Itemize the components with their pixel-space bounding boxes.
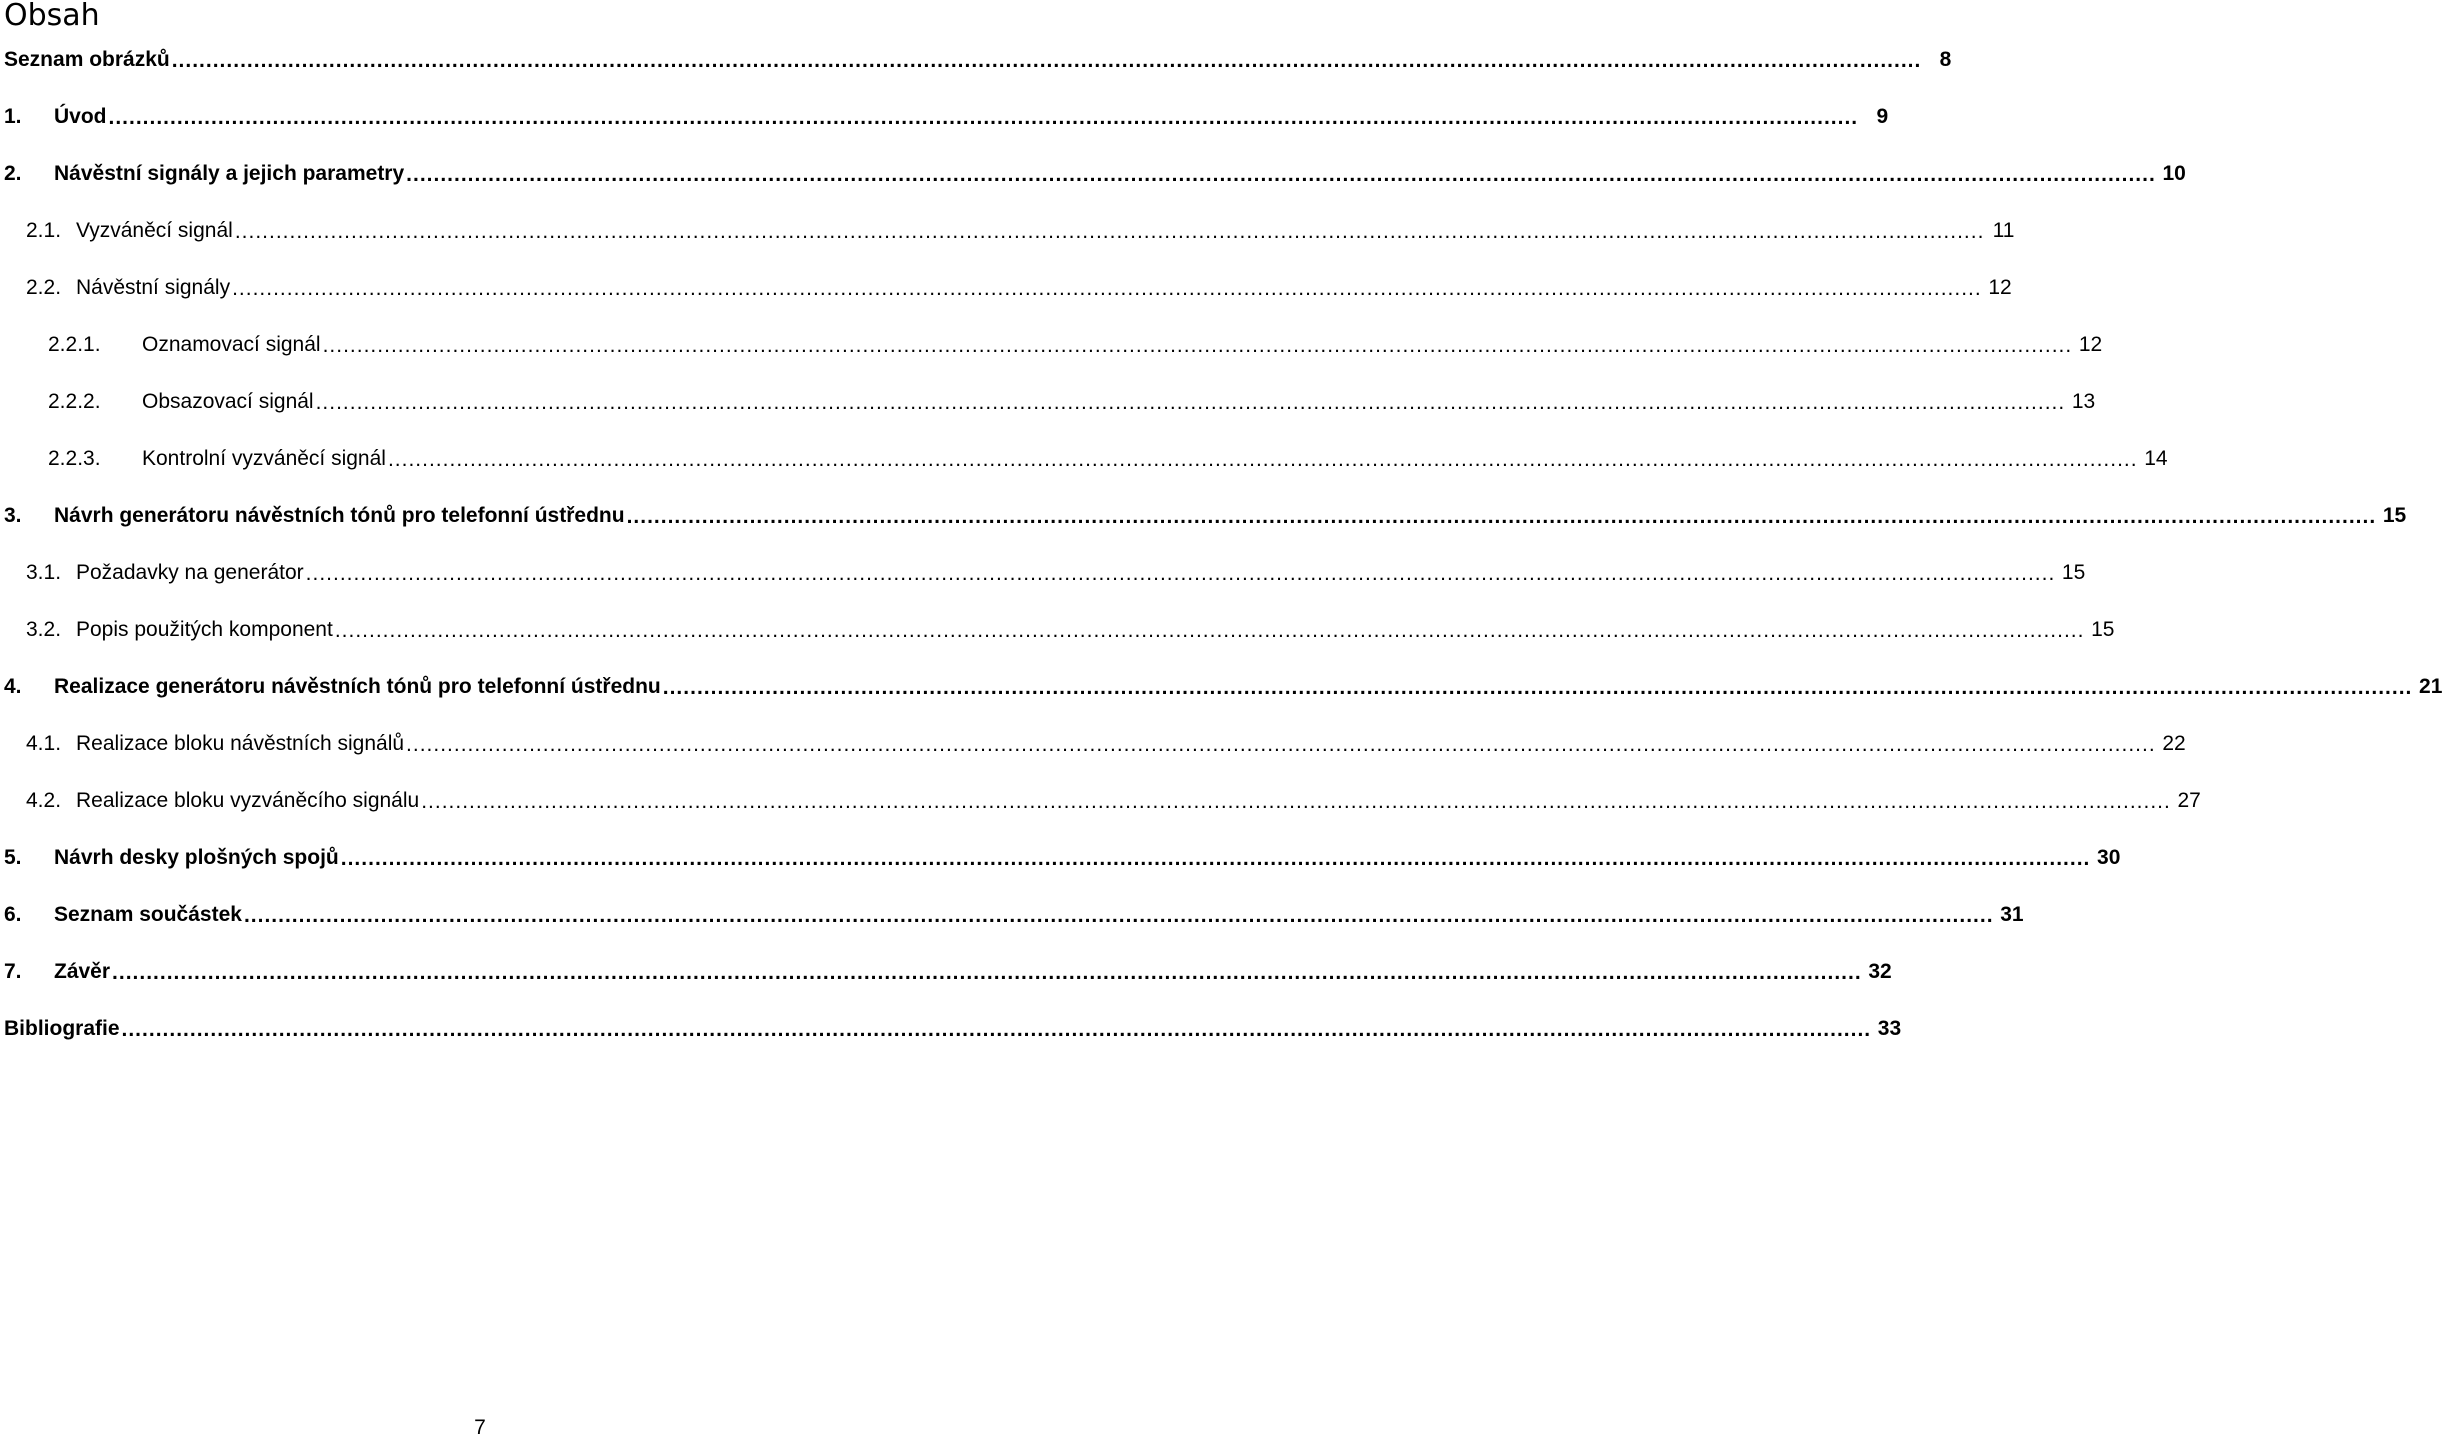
toc-entry-number: 4. bbox=[4, 674, 22, 698]
toc-leader bbox=[244, 906, 1994, 943]
toc-entry-number: 4.2. bbox=[26, 788, 62, 812]
toc-entry-7[interactable] bbox=[4, 943, 1892, 1000]
toc-leader bbox=[122, 1020, 1872, 1057]
toc-entry-number: 3.1. bbox=[26, 560, 62, 584]
toc-leader bbox=[388, 450, 2138, 487]
toc-entry-page: 12 bbox=[1988, 275, 2012, 299]
toc-leader bbox=[627, 507, 2377, 544]
toc-entry-2-2-1[interactable] bbox=[4, 316, 2103, 373]
toc-entry-page: 15 bbox=[2061, 560, 2086, 584]
toc-entry-2-1[interactable] bbox=[4, 202, 2015, 259]
toc-leader bbox=[341, 849, 2091, 886]
toc-entry-title: Realizace bloku návěstních signálů bbox=[76, 731, 405, 755]
toc-leader bbox=[109, 108, 1859, 145]
toc-leader bbox=[421, 792, 2171, 829]
toc-entry-page: 30 bbox=[2097, 845, 2121, 869]
toc-entry-number: 2.2.3. bbox=[48, 446, 101, 470]
page-number: 7 bbox=[474, 1416, 486, 1439]
toc-entry-title: Seznam obrázků bbox=[4, 47, 170, 71]
toc-leader bbox=[232, 279, 1982, 316]
toc-entry-number: 2.2. bbox=[26, 275, 62, 299]
toc-entry-title: Obsazovací signál bbox=[142, 389, 314, 413]
toc-leader bbox=[323, 336, 2073, 373]
toc-entry-page: 33 bbox=[1877, 1016, 1902, 1040]
toc-entry-title: Návěstní signály a jejich parametry bbox=[54, 161, 405, 185]
toc-entry-page: 10 bbox=[2162, 161, 2186, 185]
toc-entry-page: 12 bbox=[2078, 332, 2103, 356]
toc-entry-number: 6. bbox=[4, 902, 22, 926]
toc-entry-number: 5. bbox=[4, 845, 22, 869]
toc-entry-5[interactable] bbox=[4, 829, 2121, 886]
toc-entry-title: Návrh generátoru návěstních tónů pro telefonní ústřednu bbox=[54, 503, 625, 527]
toc-entry-page: 32 bbox=[1868, 959, 1892, 983]
toc-entry-seznam-obrazku[interactable] bbox=[4, 31, 1952, 88]
toc-entry-1[interactable] bbox=[4, 88, 1889, 145]
toc-entry-number: 2. bbox=[4, 161, 22, 185]
toc-entry-number: 4.1. bbox=[26, 731, 62, 755]
toc-leader bbox=[335, 621, 2085, 658]
toc-entry-6[interactable] bbox=[4, 886, 2024, 943]
toc-entry-2-2[interactable] bbox=[4, 259, 2012, 316]
toc-entry-2-2-2[interactable] bbox=[4, 373, 2096, 430]
toc-entry-number: 2.1. bbox=[26, 218, 62, 242]
toc-entry-page: 27 bbox=[2177, 788, 2201, 812]
toc-entry-bibliografie[interactable] bbox=[4, 1000, 1902, 1057]
toc-entry-title: Úvod bbox=[54, 104, 107, 128]
toc-entry-3[interactable] bbox=[4, 487, 2407, 544]
toc-entry-4-1[interactable] bbox=[4, 715, 2186, 772]
toc-entry-title: Vyzváněcí signál bbox=[76, 218, 233, 242]
toc-entry-page: 21 bbox=[2419, 674, 2442, 698]
toc-entry-number: 3.2. bbox=[26, 617, 62, 641]
toc-entry-page: 14 bbox=[2144, 446, 2168, 470]
toc-leader bbox=[663, 678, 2413, 715]
toc-entry-title: Seznam součástek bbox=[54, 902, 242, 926]
toc-entry-page: 15 bbox=[2091, 617, 2115, 641]
toc-entry-number: 2.2.1. bbox=[48, 332, 101, 356]
toc-leader bbox=[406, 735, 2156, 772]
toc-entry-page: 9 bbox=[1876, 104, 1889, 128]
toc-entry-title: Oznamovací signál bbox=[142, 332, 321, 356]
toc-entry-title: Popis použitých komponent bbox=[76, 617, 333, 641]
toc-leader bbox=[406, 165, 2156, 202]
toc-entry-number: 3. bbox=[4, 503, 22, 527]
toc-entry-number: 2.2.2. bbox=[48, 389, 101, 413]
toc-entry-number: 7. bbox=[4, 959, 22, 983]
toc-entry-2-2-3[interactable] bbox=[4, 430, 2168, 487]
toc-leader bbox=[235, 222, 1985, 259]
page-title: Obsah bbox=[4, 0, 100, 33]
toc-entry-page: 11 bbox=[1992, 218, 2015, 242]
toc-leader bbox=[112, 963, 1862, 1000]
toc-entry-3-1[interactable] bbox=[4, 544, 2086, 601]
toc-entry-4[interactable] bbox=[4, 658, 2442, 715]
toc-entry-4-2[interactable] bbox=[4, 772, 2201, 829]
table-of-contents bbox=[4, 31, 2442, 1057]
toc-entry-page: 13 bbox=[2071, 389, 2096, 413]
toc-leader bbox=[172, 51, 1922, 88]
toc-leader bbox=[316, 393, 2066, 430]
toc-entry-title: Požadavky na generátor bbox=[76, 560, 304, 584]
toc-entry-page: 8 bbox=[1939, 47, 1952, 71]
toc-entry-title: Bibliografie bbox=[4, 1016, 120, 1040]
toc-leader bbox=[306, 564, 2056, 601]
toc-entry-2[interactable] bbox=[4, 145, 2186, 202]
toc-entry-number: 1. bbox=[4, 104, 22, 128]
toc-entry-3-2[interactable] bbox=[4, 601, 2115, 658]
toc-entry-title: Kontrolní vyzváněcí signál bbox=[142, 446, 386, 470]
toc-entry-title: Návrh desky plošných spojů bbox=[54, 845, 339, 869]
toc-entry-title: Návěstní signály bbox=[76, 275, 231, 299]
toc-entry-title: Závěr bbox=[54, 959, 111, 983]
toc-entry-page: 31 bbox=[2000, 902, 2024, 926]
toc-entry-title: Realizace generátoru návěstních tónů pro telefonní ústřednu bbox=[54, 674, 661, 698]
toc-entry-page: 22 bbox=[2162, 731, 2186, 755]
toc-entry-page: 15 bbox=[2382, 503, 2407, 527]
toc-entry-title: Realizace bloku vyzváněcího signálu bbox=[76, 788, 420, 812]
